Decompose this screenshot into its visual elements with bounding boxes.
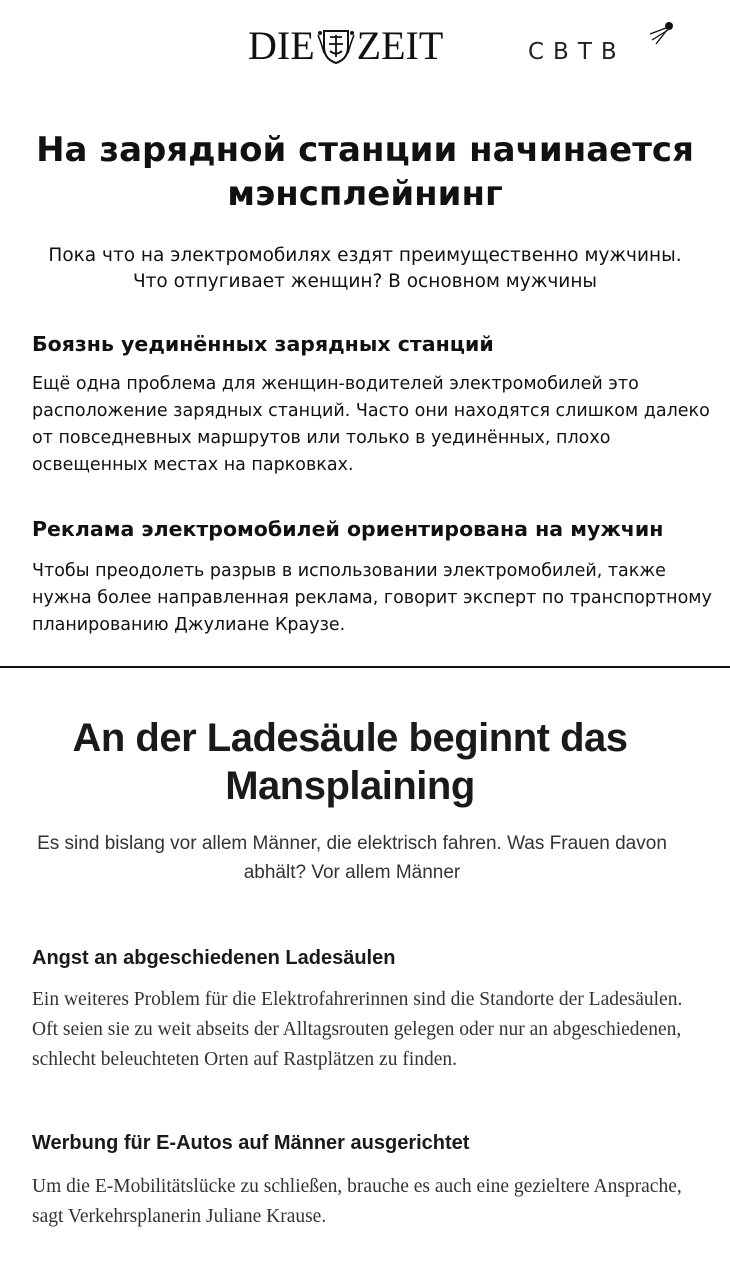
de-section-heading-2: Werbung für E-Autos auf Männer ausgerichtet	[32, 1132, 470, 1154]
de-section-heading-1: Angst an abgeschiedenen Ladesäulen	[32, 947, 396, 969]
language-divider	[0, 666, 730, 668]
ru-section-body-1: Ещё одна проблема для женщин-водителей электромобилей это расположение зарядных станций. Часто они находятся слишком далеко от повседневных маршрутов или только в уединённых, плохо освещенных местах на парковках.	[32, 374, 710, 475]
die-zeit-logo-left: DIE	[248, 23, 315, 68]
ru-section-heading-1: Боязнь уединённых зарядных станций	[32, 332, 494, 356]
ru-article-title: На зарядной станции начинается мэнсплейнинг	[36, 130, 694, 214]
header	[0, 0, 730, 80]
ru-article-subtitle: Пока что на электромобилях ездят преимущественно мужчины. Что отпугивает женщин? В основном мужчины	[48, 245, 682, 292]
ru-section-heading-2: Реклама электромобилей ориентирована на мужчин	[32, 517, 664, 541]
de-section-body-1: Ein weiteres Problem für die Elektrofahrerinnen sind die Standorte der Ladesäulen. Oft seien sie zu weit abseits der Alltagsrouten gelegen oder nur an abgeschiedenen, schlecht beleuchteten Orten auf Rastplätzen zu finden.	[32, 989, 683, 1070]
de-article-subtitle: Es sind bislang vor allem Männer, die elektrisch fahren. Was Frauen davon abhält? Vor allem Männer	[37, 833, 667, 883]
de-article-title: An der Ladesäule beginnt das Mansplaining	[72, 716, 628, 808]
ru-section-body-2: Чтобы преодолеть разрыв в использовании электромобилей, также нужна более направленная реклама, говорит эксперт по транспортному планированию Джулиане Краузе.	[32, 561, 712, 635]
cbtb-logo	[528, 20, 678, 70]
die-zeit-logo-right: ZEIT	[356, 23, 444, 68]
die-zeit-logo	[248, 23, 444, 68]
zeit-crest-icon	[316, 27, 356, 65]
cbtb-logo-text: CBTB	[528, 39, 626, 65]
sputnik-icon	[528, 20, 678, 70]
de-section-body-2: Um die E-Mobilitätslücke zu schließen, brauche es auch eine gezieltere Ansprache, sagt Verkehrsplanerin Juliane Krause.	[32, 1176, 682, 1227]
